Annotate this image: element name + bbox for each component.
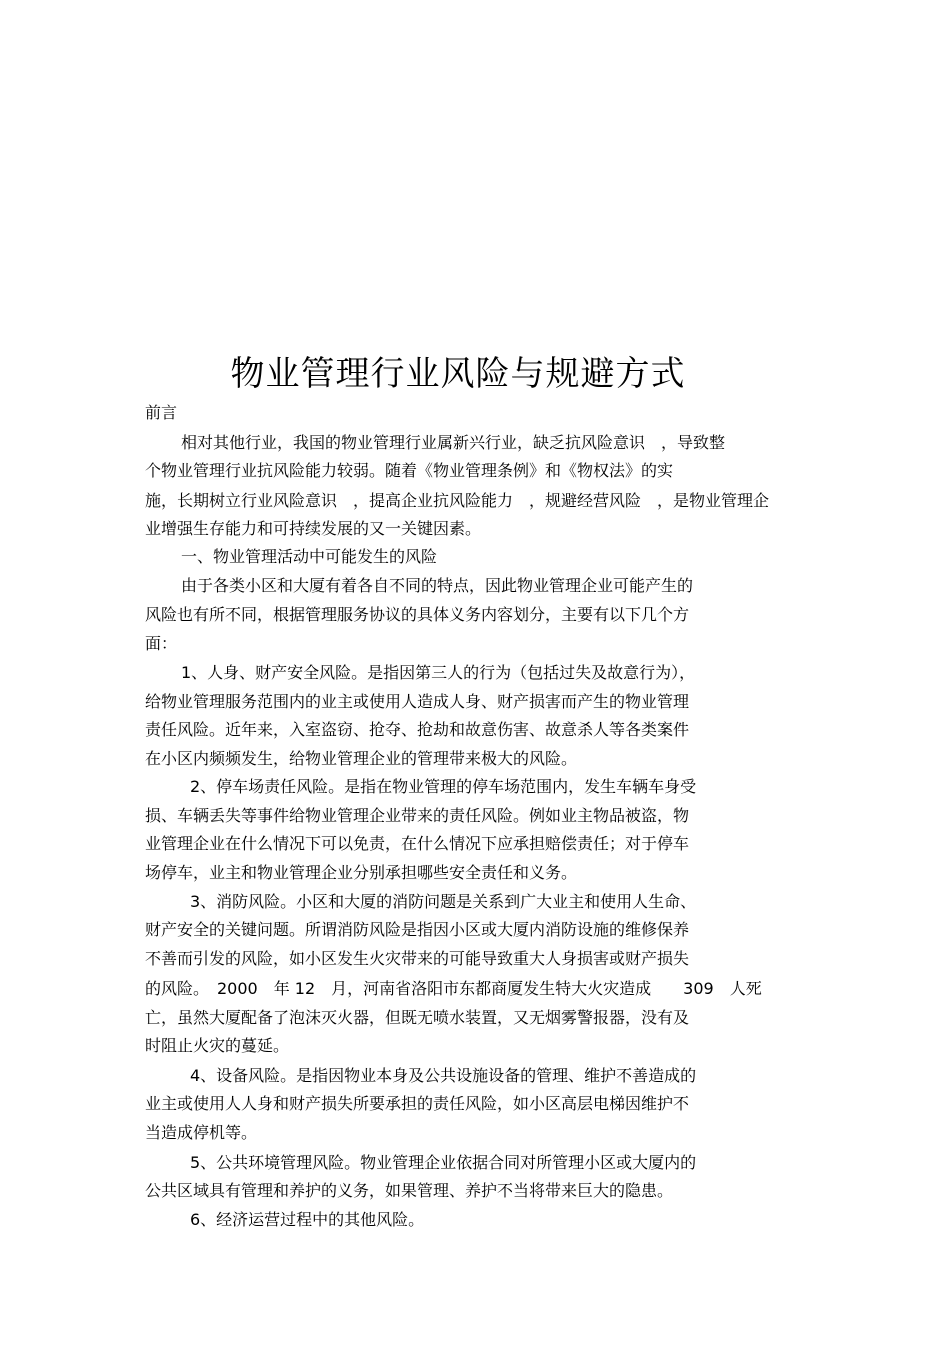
paragraph-line: 公共区域具有管理和养护的义务，如果管理、养护不当将带来巨大的隐患。 — [145, 1181, 674, 1200]
paragraph-line: 不善而引发的风险，如小区发生火灾带来的可能导致重大人身损害或财产损失 — [145, 949, 690, 968]
paragraph-line: 风险也有所不同，根据管理服务协议的具体义务内容划分，主要有以下几个方 — [145, 605, 690, 624]
paragraph-line: 业管理企业在什么情况下可以免责，在什么情况下应承担赔偿责任；对于停车 — [145, 834, 690, 853]
paragraph-line: 业主或使用人人身和财产损失所要承担的责任风险，如小区高层电梯因维护不 — [145, 1094, 690, 1113]
paragraph-line: 个物业管理行业抗风险能力较弱。随着《物业管理条例》和《物权法》的实 — [145, 461, 674, 480]
paragraph-line: 在小区内频频发生，给物业管理企业的管理带来极大的风险。 — [145, 749, 578, 768]
section-heading: 一、物业管理活动中可能发生的风险 — [181, 547, 438, 566]
paragraph-line: 时阻止火灾的蔓延。 — [145, 1036, 290, 1055]
paragraph-line: 给物业管理服务范围内的业主或使用人造成人身、财产损害而产生的物业管理 — [145, 692, 690, 711]
paragraph-line: 的风险。 2000 年 12 月，河南省洛阳市东都商厦发生特大火灾造成 309 人死 — [145, 979, 762, 998]
document-title: 物业管理行业风险与规避方式 — [230, 354, 686, 394]
list-item-line: 3、消防风险。小区和大厦的消防问题是关系到广大业主和使用人生命、 — [190, 892, 697, 911]
list-item-line: 4、设备风险。是指因物业本身及公共设施设备的管理、维护不善造成的 — [190, 1066, 697, 1085]
paragraph-line: 面： — [145, 634, 178, 653]
list-item-line: 2、停车场责任风险。是指在物业管理的停车场范围内，发生车辆车身受 — [190, 777, 697, 796]
paragraph-line: 当造成停机等。 — [145, 1123, 258, 1142]
paragraph-line: 财产安全的关键问题。所谓消防风险是指因小区或大厦内消防设施的维修保养 — [145, 920, 690, 939]
paragraph-line: 损、车辆丢失等事件给物业管理企业带来的责任风险。例如业主物品被盗，物 — [145, 806, 690, 825]
paragraph-line: 场停车，业主和物业管理企业分别承担哪些安全责任和义务。 — [145, 863, 578, 882]
paragraph-line: 由于各类小区和大厦有着各自不同的特点，因此物业管理企业可能产生的 — [181, 576, 694, 595]
paragraph-line: 亡，虽然大厦配备了泡沫灭火器，但既无喷水装置，又无烟雾警报器，没有及 — [145, 1008, 690, 1027]
paragraph-line: 施，长期树立行业风险意识 ，提高企业抗风险能力 ，规避经营风险 ，是物业管理企 — [145, 491, 770, 510]
paragraph-line: 相对其他行业，我国的物业管理行业属新兴行业，缺乏抗风险意识 ，导致整 — [181, 433, 726, 452]
list-item-line: 6、经济运营过程中的其他风险。 — [190, 1210, 425, 1229]
list-item-line: 1、人身、财产安全风险。是指因第三人的行为（包括过失及故意行为）， — [181, 663, 696, 682]
list-item-line: 5、公共环境管理风险。物业管理企业依据合同对所管理小区或大厦内的 — [190, 1153, 697, 1172]
paragraph-line: 业增强生存能力和可持续发展的又一关键因素。 — [145, 519, 482, 538]
paragraph-line: 责任风险。近年来，入室盗窃、抢夺、抢劫和故意伤害、故意杀人等各类案件 — [145, 720, 690, 739]
preface-heading: 前言 — [145, 403, 178, 422]
